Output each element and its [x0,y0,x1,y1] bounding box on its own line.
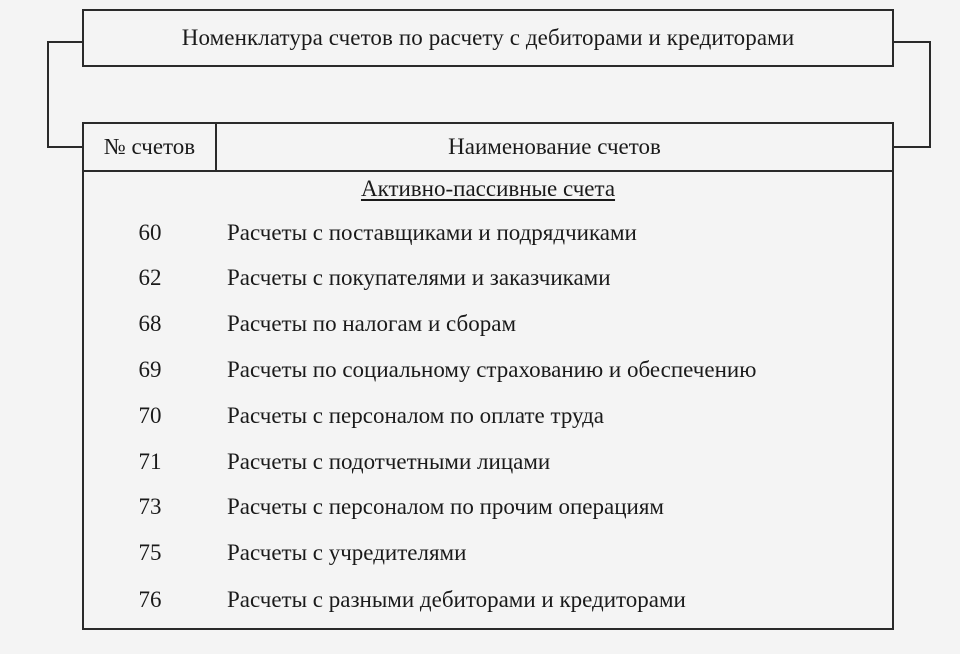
right-connector-top [893,41,931,43]
accounts-table [82,122,894,630]
header-account-name-label: Наименование счетов [448,134,661,159]
table-row [84,311,892,341]
header-account-number-label: № счетов [103,134,196,159]
account-number: 76 [138,587,162,612]
account-number: 62 [138,265,162,290]
account-number: 68 [138,311,162,336]
table-row [84,449,892,479]
account-name: Расчеты по социальному страхованию и обеспечению [227,357,757,382]
table-row [84,540,892,570]
account-name: Расчеты с учредителями [227,540,467,565]
account-number: 71 [138,449,162,474]
account-number: 70 [138,403,162,428]
table-row [84,587,892,617]
account-number: 60 [138,220,162,245]
table-row [84,220,892,250]
title-box [82,9,894,67]
right-connector-bottom [893,146,931,148]
diagram-title: Номенклатура счетов по расчету с дебиторами и кредиторами [181,25,795,50]
account-number: 75 [138,540,162,565]
section-title [84,176,892,202]
section-title-label: Активно-пассивные счета [360,176,616,201]
table-row [84,494,892,524]
header-account-number [84,124,217,170]
account-name: Расчеты по налогам и сборам [227,311,516,336]
table-header [84,124,892,172]
left-connector-bottom [47,146,83,148]
account-name: Расчеты с персоналом по оплате труда [227,403,604,428]
account-number: 73 [138,494,162,519]
account-name: Расчеты с поставщиками и подрядчиками [227,220,637,245]
account-name: Расчеты с покупателями и заказчиками [227,265,611,290]
table-row [84,357,892,387]
account-name: Расчеты с персоналом по прочим операциям [227,494,664,519]
table-row [84,265,892,295]
right-connector-vertical [929,41,931,148]
account-name: Расчеты с разными дебиторами и кредиторами [227,587,686,612]
account-number: 69 [138,357,162,382]
header-account-name [217,124,892,170]
table-row [84,403,892,433]
account-name: Расчеты с подотчетными лицами [227,449,551,474]
left-connector-vertical [47,41,49,148]
left-connector-top [47,41,83,43]
